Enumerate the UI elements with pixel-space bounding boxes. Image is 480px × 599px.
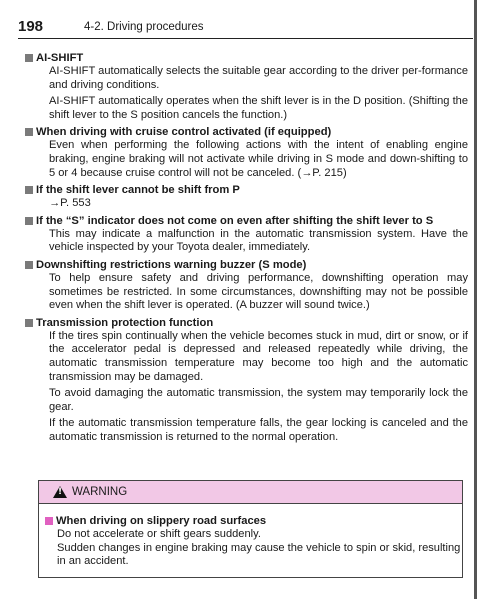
section-title: If the shift lever cannot be shift from P	[36, 184, 240, 197]
section-cruise-control	[36, 125, 468, 180]
paragraph: To help ensure safety and driving performance, downshifting operation may sometimes be restricted. In some circumstances, downshifting may not be possible even when the shift lever is operated. (A buzzer will sound twice.)	[49, 271, 468, 312]
paragraph: If the automatic transmission temperature falls, the gear locking is canceled and the automatic transmission is returned to the normal operation.	[49, 417, 468, 443]
page-reference-link[interactable]: →P. 553	[49, 197, 91, 210]
section-s-indicator	[36, 214, 468, 255]
bullet-square-icon	[25, 319, 33, 327]
paragraph: Even when performing the following actions with the intent of enabling engine braking, engine braking will not activate while driving in S mode and down-shifting to 5 or 4 because cruise control will not be canceled. (→P. 215)	[49, 139, 468, 179]
section-title: Transmission protection function	[36, 316, 214, 329]
bullet-square-icon	[25, 261, 33, 269]
warning-box	[38, 480, 463, 578]
bullet-square-icon	[45, 517, 53, 525]
section-title: When driving with cruise control activated (if equipped)	[36, 126, 332, 139]
paragraph: If the tires spin continually when the vehicle becomes stuck in mud, dirt or snow, or if the accelerator pedal is depressed and released repeatedly while driving, the automatic transmission temperature may become too high and the automatic transmission may be damaged.	[49, 329, 468, 383]
section-title: If the “S” indicator does not come on even after shifting the shift lever to S	[36, 214, 434, 227]
bullet-square-icon	[25, 54, 33, 62]
paragraph: To avoid damaging the automatic transmission, the system may temporarily lock the gear.	[49, 387, 468, 413]
paragraph: This may indicate a malfunction in the automatic transmission system. Have the vehicle inspected by your Toyota dealer, immediately.	[49, 227, 468, 254]
section-title: Downshifting restrictions warning buzzer (S mode)	[36, 258, 307, 271]
section-downshift-buzzer	[36, 258, 468, 313]
warning-triangle-icon	[53, 486, 67, 498]
warning-header	[39, 481, 462, 504]
main-content	[36, 51, 468, 447]
paragraph: AI-SHIFT automatically operates when the shift lever is in the D position. (Shifting the shift lever to the S position cancels the function.)	[49, 95, 468, 121]
bullet-square-icon	[25, 186, 33, 194]
warning-body	[39, 504, 462, 569]
warning-line: Do not accelerate or shift gears suddenly.	[57, 528, 261, 540]
warning-subtitle: When driving on slippery road surfaces	[56, 515, 267, 527]
section-shift-lever-p	[36, 183, 468, 211]
page-number: 198	[18, 18, 44, 35]
warning-line: Sudden changes in engine braking may cause the vehicle to spin or skid, resulting in an accident.	[57, 541, 461, 568]
section-transmission-protection	[36, 316, 468, 445]
bullet-square-icon	[25, 128, 33, 136]
bullet-square-icon	[25, 217, 33, 225]
chapter-title: 4-2. Driving procedures	[84, 21, 204, 33]
warning-label: WARNING	[72, 486, 128, 498]
section-ai-shift	[36, 51, 468, 122]
section-title: AI-SHIFT	[36, 52, 84, 64]
page-header	[18, 14, 473, 39]
paragraph: AI-SHIFT automatically selects the suitable gear according to the driver per-formance and driving conditions.	[49, 65, 468, 91]
